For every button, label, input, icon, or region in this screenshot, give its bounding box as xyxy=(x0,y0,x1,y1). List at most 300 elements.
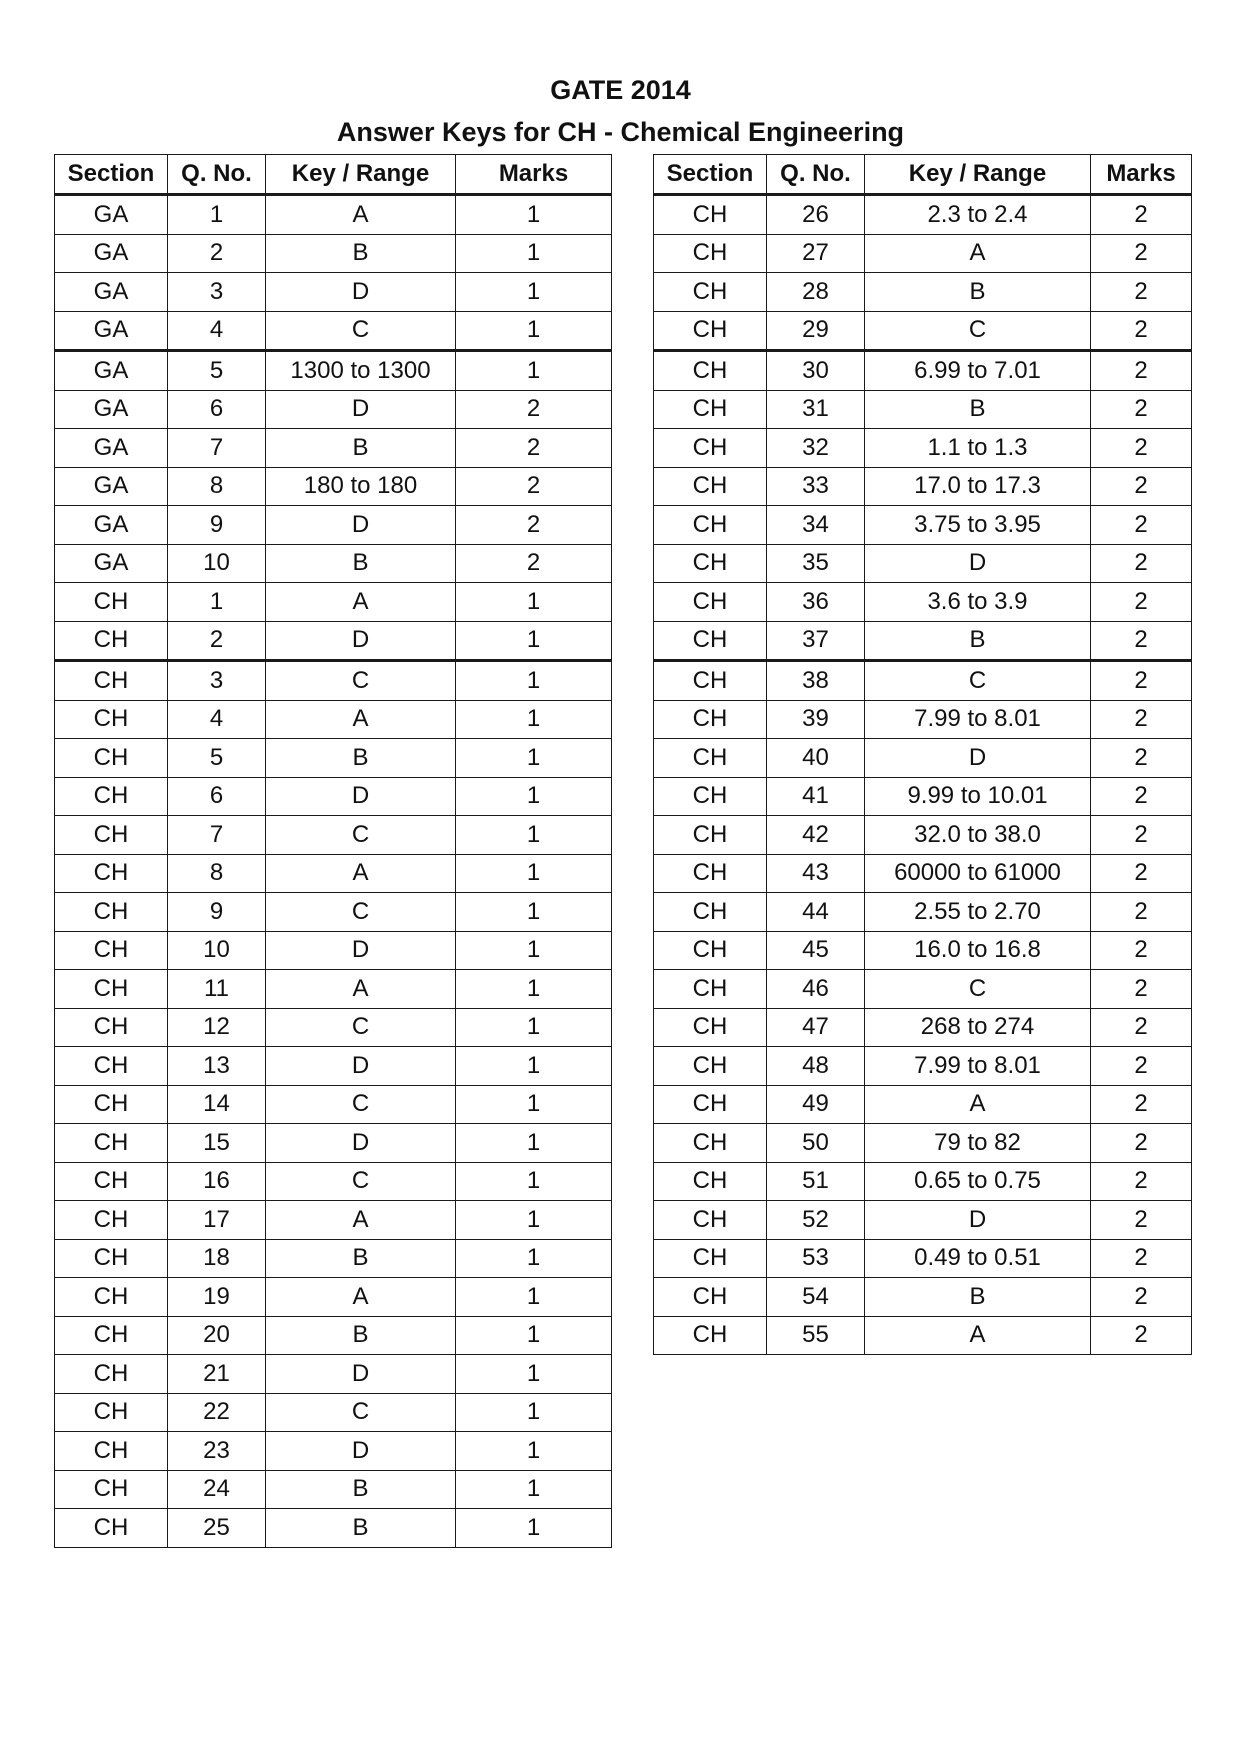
header-question-number: Q. No. xyxy=(168,155,266,195)
cell-section: GA xyxy=(55,311,168,351)
cell-marks: 2 xyxy=(1091,1124,1192,1163)
cell-key-range: D xyxy=(266,621,456,661)
header-question-number: Q. No. xyxy=(767,155,865,195)
cell-key-range: A xyxy=(266,1278,456,1317)
answer-key-table-left xyxy=(54,154,612,1548)
answer-key-table-right xyxy=(653,154,1192,1355)
cell-question-number: 1 xyxy=(168,195,266,235)
cell-marks: 1 xyxy=(456,1008,612,1047)
cell-key-range: A xyxy=(865,234,1091,273)
cell-marks: 1 xyxy=(456,195,612,235)
cell-section: CH xyxy=(55,1432,168,1471)
cell-section: CH xyxy=(654,1316,767,1355)
cell-key-range: B xyxy=(266,234,456,273)
cell-key-range: 32.0 to 38.0 xyxy=(865,816,1091,855)
cell-key-range: D xyxy=(266,1355,456,1394)
table-row xyxy=(55,1008,612,1047)
cell-marks: 1 xyxy=(456,1162,612,1201)
cell-marks: 2 xyxy=(1091,1239,1192,1278)
cell-section: CH xyxy=(654,467,767,506)
table-row xyxy=(654,816,1192,855)
table-row xyxy=(55,234,612,273)
cell-section: CH xyxy=(55,970,168,1009)
cell-question-number: 1 xyxy=(168,583,266,622)
cell-question-number: 23 xyxy=(168,1432,266,1471)
header-section: Section xyxy=(654,155,767,195)
cell-question-number: 27 xyxy=(767,234,865,273)
cell-section: GA xyxy=(55,273,168,312)
table-row xyxy=(55,583,612,622)
cell-marks: 2 xyxy=(1091,234,1192,273)
cell-key-range: 268 to 274 xyxy=(865,1008,1091,1047)
cell-key-range: 180 to 180 xyxy=(266,467,456,506)
table-row xyxy=(654,234,1192,273)
cell-section: CH xyxy=(55,583,168,622)
table-row xyxy=(55,893,612,932)
cell-key-range: 7.99 to 8.01 xyxy=(865,700,1091,739)
table-row xyxy=(55,970,612,1009)
cell-key-range: B xyxy=(865,273,1091,312)
cell-section: CH xyxy=(55,1201,168,1240)
cell-key-range: B xyxy=(266,429,456,468)
cell-key-range: D xyxy=(865,544,1091,583)
cell-marks: 2 xyxy=(1091,195,1192,235)
cell-question-number: 6 xyxy=(168,390,266,429)
header-key-range: Key / Range xyxy=(266,155,456,195)
cell-marks: 1 xyxy=(456,661,612,701)
cell-question-number: 36 xyxy=(767,583,865,622)
cell-marks: 2 xyxy=(1091,1316,1192,1355)
cell-marks: 1 xyxy=(456,816,612,855)
table-row xyxy=(654,311,1192,351)
table-row xyxy=(654,1278,1192,1317)
cell-section: CH xyxy=(654,931,767,970)
cell-marks: 2 xyxy=(1091,700,1192,739)
cell-key-range: D xyxy=(266,506,456,545)
table-row xyxy=(654,700,1192,739)
cell-section: CH xyxy=(654,621,767,661)
cell-marks: 1 xyxy=(456,273,612,312)
cell-question-number: 5 xyxy=(168,351,266,391)
cell-section: CH xyxy=(654,970,767,1009)
cell-key-range: C xyxy=(266,311,456,351)
cell-key-range: D xyxy=(266,1124,456,1163)
cell-question-number: 35 xyxy=(767,544,865,583)
cell-marks: 1 xyxy=(456,854,612,893)
cell-section: CH xyxy=(654,854,767,893)
table-row xyxy=(55,273,612,312)
cell-section: GA xyxy=(55,390,168,429)
cell-key-range: C xyxy=(266,1085,456,1124)
cell-marks: 2 xyxy=(1091,273,1192,312)
table-row xyxy=(55,661,612,701)
cell-section: CH xyxy=(654,739,767,778)
cell-marks: 1 xyxy=(456,351,612,391)
cell-section: CH xyxy=(55,854,168,893)
table-row xyxy=(654,1201,1192,1240)
cell-section: CH xyxy=(654,273,767,312)
cell-question-number: 2 xyxy=(168,234,266,273)
cell-key-range: B xyxy=(266,544,456,583)
cell-question-number: 53 xyxy=(767,1239,865,1278)
cell-key-range: B xyxy=(865,621,1091,661)
cell-section: GA xyxy=(55,351,168,391)
cell-section: CH xyxy=(654,506,767,545)
table-row xyxy=(55,1239,612,1278)
cell-question-number: 39 xyxy=(767,700,865,739)
header-key-range: Key / Range xyxy=(865,155,1091,195)
cell-question-number: 55 xyxy=(767,1316,865,1355)
table-row xyxy=(55,1509,612,1548)
cell-marks: 2 xyxy=(456,506,612,545)
cell-marks: 2 xyxy=(1091,506,1192,545)
cell-key-range: 6.99 to 7.01 xyxy=(865,351,1091,391)
cell-section: CH xyxy=(55,1278,168,1317)
cell-section: CH xyxy=(654,544,767,583)
cell-section: GA xyxy=(55,195,168,235)
cell-question-number: 4 xyxy=(168,700,266,739)
table-row xyxy=(654,1085,1192,1124)
cell-key-range: B xyxy=(266,739,456,778)
cell-marks: 1 xyxy=(456,1201,612,1240)
cell-question-number: 38 xyxy=(767,661,865,701)
table-row xyxy=(55,1355,612,1394)
cell-key-range: C xyxy=(266,1008,456,1047)
cell-section: CH xyxy=(55,661,168,701)
header-row xyxy=(654,155,1192,195)
table-row xyxy=(654,777,1192,816)
table-row xyxy=(654,739,1192,778)
cell-section: CH xyxy=(654,351,767,391)
cell-question-number: 46 xyxy=(767,970,865,1009)
cell-marks: 1 xyxy=(456,311,612,351)
table-row xyxy=(654,351,1192,391)
table-row xyxy=(55,1085,612,1124)
cell-marks: 1 xyxy=(456,1393,612,1432)
cell-marks: 1 xyxy=(456,1047,612,1086)
cell-key-range: B xyxy=(865,1278,1091,1317)
cell-question-number: 41 xyxy=(767,777,865,816)
cell-key-range: 1300 to 1300 xyxy=(266,351,456,391)
cell-question-number: 5 xyxy=(168,739,266,778)
table-row xyxy=(55,739,612,778)
cell-marks: 1 xyxy=(456,1470,612,1509)
cell-key-range: A xyxy=(266,1201,456,1240)
cell-question-number: 22 xyxy=(168,1393,266,1432)
table-row xyxy=(55,1316,612,1355)
cell-marks: 1 xyxy=(456,1278,612,1317)
cell-marks: 2 xyxy=(1091,621,1192,661)
cell-question-number: 31 xyxy=(767,390,865,429)
cell-section: CH xyxy=(55,931,168,970)
table-row xyxy=(55,467,612,506)
cell-question-number: 44 xyxy=(767,893,865,932)
cell-marks: 1 xyxy=(456,621,612,661)
cell-question-number: 3 xyxy=(168,661,266,701)
cell-question-number: 26 xyxy=(767,195,865,235)
table-row xyxy=(654,621,1192,661)
cell-section: CH xyxy=(55,1085,168,1124)
cell-question-number: 52 xyxy=(767,1201,865,1240)
cell-marks: 2 xyxy=(456,390,612,429)
table-row xyxy=(55,1201,612,1240)
cell-key-range: 2.3 to 2.4 xyxy=(865,195,1091,235)
cell-marks: 2 xyxy=(1091,429,1192,468)
cell-marks: 1 xyxy=(456,1239,612,1278)
cell-marks: 1 xyxy=(456,777,612,816)
table-row xyxy=(55,311,612,351)
cell-section: CH xyxy=(654,1085,767,1124)
header-section: Section xyxy=(55,155,168,195)
cell-section: GA xyxy=(55,467,168,506)
table-row xyxy=(654,583,1192,622)
cell-section: CH xyxy=(654,1278,767,1317)
table-row xyxy=(654,544,1192,583)
table-row xyxy=(654,1239,1192,1278)
cell-question-number: 30 xyxy=(767,351,865,391)
cell-question-number: 37 xyxy=(767,621,865,661)
table-row xyxy=(654,893,1192,932)
table-row xyxy=(654,429,1192,468)
page-title: GATE 2014 xyxy=(550,75,691,105)
table-row xyxy=(654,970,1192,1009)
cell-key-range: A xyxy=(266,970,456,1009)
cell-key-range: A xyxy=(266,583,456,622)
table-row xyxy=(55,1393,612,1432)
cell-section: CH xyxy=(55,1162,168,1201)
cell-marks: 1 xyxy=(456,1355,612,1394)
cell-marks: 2 xyxy=(1091,661,1192,701)
table-row xyxy=(654,467,1192,506)
cell-section: CH xyxy=(55,777,168,816)
cell-question-number: 10 xyxy=(168,931,266,970)
cell-section: CH xyxy=(654,195,767,235)
cell-key-range: D xyxy=(266,390,456,429)
cell-key-range: 3.75 to 3.95 xyxy=(865,506,1091,545)
cell-question-number: 8 xyxy=(168,854,266,893)
cell-key-range: C xyxy=(865,970,1091,1009)
cell-marks: 2 xyxy=(1091,893,1192,932)
cell-marks: 1 xyxy=(456,1085,612,1124)
cell-section: CH xyxy=(55,816,168,855)
cell-question-number: 2 xyxy=(168,621,266,661)
cell-marks: 1 xyxy=(456,1432,612,1471)
cell-section: CH xyxy=(654,700,767,739)
cell-question-number: 45 xyxy=(767,931,865,970)
cell-key-range: C xyxy=(266,816,456,855)
cell-key-range: B xyxy=(266,1239,456,1278)
cell-key-range: A xyxy=(266,700,456,739)
table-row xyxy=(654,1162,1192,1201)
page-subtitle: Answer Keys for CH - Chemical Engineering xyxy=(336,117,905,147)
cell-question-number: 11 xyxy=(168,970,266,1009)
cell-section: CH xyxy=(654,1162,767,1201)
cell-marks: 2 xyxy=(1091,311,1192,351)
cell-marks: 2 xyxy=(456,544,612,583)
cell-section: CH xyxy=(654,1124,767,1163)
cell-key-range: 0.49 to 0.51 xyxy=(865,1239,1091,1278)
cell-section: CH xyxy=(654,234,767,273)
table-row xyxy=(55,854,612,893)
cell-key-range: 16.0 to 16.8 xyxy=(865,931,1091,970)
cell-key-range: A xyxy=(865,1085,1091,1124)
cell-question-number: 13 xyxy=(168,1047,266,1086)
cell-question-number: 21 xyxy=(168,1355,266,1394)
cell-marks: 1 xyxy=(456,1316,612,1355)
cell-marks: 1 xyxy=(456,1124,612,1163)
cell-key-range: 1.1 to 1.3 xyxy=(865,429,1091,468)
cell-marks: 2 xyxy=(1091,816,1192,855)
cell-question-number: 42 xyxy=(767,816,865,855)
cell-question-number: 16 xyxy=(168,1162,266,1201)
table-row xyxy=(654,1124,1192,1163)
cell-key-range: 17.0 to 17.3 xyxy=(865,467,1091,506)
cell-section: CH xyxy=(654,777,767,816)
table-row xyxy=(654,390,1192,429)
cell-key-range: D xyxy=(266,1432,456,1471)
cell-key-range: C xyxy=(266,1162,456,1201)
cell-key-range: 60000 to 61000 xyxy=(865,854,1091,893)
table-row xyxy=(654,1008,1192,1047)
table-row xyxy=(55,195,612,235)
cell-section: CH xyxy=(654,1008,767,1047)
cell-section: CH xyxy=(654,429,767,468)
cell-section: CH xyxy=(654,816,767,855)
cell-section: CH xyxy=(55,700,168,739)
cell-question-number: 28 xyxy=(767,273,865,312)
table-row xyxy=(55,931,612,970)
cell-key-range: D xyxy=(865,739,1091,778)
table-row xyxy=(654,1047,1192,1086)
cell-key-range: A xyxy=(266,195,456,235)
table-row xyxy=(55,1470,612,1509)
table-row xyxy=(55,351,612,391)
cell-question-number: 12 xyxy=(168,1008,266,1047)
cell-marks: 2 xyxy=(1091,544,1192,583)
cell-marks: 2 xyxy=(1091,1085,1192,1124)
cell-section: CH xyxy=(55,1316,168,1355)
cell-marks: 1 xyxy=(456,893,612,932)
table-row xyxy=(654,854,1192,893)
cell-marks: 2 xyxy=(1091,1162,1192,1201)
table-row xyxy=(55,1162,612,1201)
cell-key-range: 7.99 to 8.01 xyxy=(865,1047,1091,1086)
table-row xyxy=(55,1124,612,1163)
cell-question-number: 40 xyxy=(767,739,865,778)
table-row xyxy=(654,506,1192,545)
cell-key-range: 3.6 to 3.9 xyxy=(865,583,1091,622)
table-row xyxy=(55,700,612,739)
table-row xyxy=(654,1316,1192,1355)
cell-section: CH xyxy=(654,1201,767,1240)
cell-question-number: 9 xyxy=(168,893,266,932)
cell-question-number: 8 xyxy=(168,467,266,506)
cell-section: GA xyxy=(55,506,168,545)
cell-key-range: B xyxy=(266,1316,456,1355)
cell-key-range: C xyxy=(266,1393,456,1432)
table-row xyxy=(55,390,612,429)
cell-question-number: 47 xyxy=(767,1008,865,1047)
cell-section: GA xyxy=(55,234,168,273)
cell-marks: 2 xyxy=(1091,583,1192,622)
cell-key-range: B xyxy=(266,1509,456,1548)
cell-question-number: 20 xyxy=(168,1316,266,1355)
cell-question-number: 54 xyxy=(767,1278,865,1317)
cell-marks: 1 xyxy=(456,700,612,739)
cell-question-number: 14 xyxy=(168,1085,266,1124)
cell-key-range: B xyxy=(865,390,1091,429)
header-marks: Marks xyxy=(1091,155,1192,195)
cell-question-number: 18 xyxy=(168,1239,266,1278)
cell-marks: 1 xyxy=(456,234,612,273)
cell-key-range: 2.55 to 2.70 xyxy=(865,893,1091,932)
cell-section: CH xyxy=(654,893,767,932)
cell-section: CH xyxy=(654,1239,767,1278)
cell-section: CH xyxy=(654,661,767,701)
header-marks: Marks xyxy=(456,155,612,195)
cell-marks: 2 xyxy=(456,467,612,506)
cell-section: CH xyxy=(55,1393,168,1432)
cell-marks: 2 xyxy=(1091,739,1192,778)
cell-section: CH xyxy=(654,311,767,351)
cell-section: CH xyxy=(55,1509,168,1548)
cell-question-number: 51 xyxy=(767,1162,865,1201)
cell-section: CH xyxy=(654,1047,767,1086)
cell-section: CH xyxy=(55,1239,168,1278)
cell-key-range: C xyxy=(266,661,456,701)
table-row xyxy=(55,816,612,855)
cell-section: CH xyxy=(55,1124,168,1163)
cell-marks: 2 xyxy=(1091,467,1192,506)
table-row xyxy=(654,195,1192,235)
cell-key-range: 9.99 to 10.01 xyxy=(865,777,1091,816)
table-row xyxy=(654,661,1192,701)
cell-marks: 2 xyxy=(456,429,612,468)
header-row xyxy=(55,155,612,195)
table-row xyxy=(55,1278,612,1317)
cell-key-range: 0.65 to 0.75 xyxy=(865,1162,1091,1201)
cell-section: CH xyxy=(55,1047,168,1086)
cell-key-range: C xyxy=(865,661,1091,701)
cell-section: GA xyxy=(55,544,168,583)
cell-question-number: 19 xyxy=(168,1278,266,1317)
cell-marks: 2 xyxy=(1091,1047,1192,1086)
cell-question-number: 7 xyxy=(168,816,266,855)
table-row xyxy=(55,1432,612,1471)
cell-marks: 2 xyxy=(1091,390,1192,429)
cell-key-range: B xyxy=(266,1470,456,1509)
cell-question-number: 6 xyxy=(168,777,266,816)
cell-key-range: A xyxy=(266,854,456,893)
cell-marks: 2 xyxy=(1091,1008,1192,1047)
cell-marks: 2 xyxy=(1091,777,1192,816)
table-row xyxy=(654,273,1192,312)
cell-question-number: 25 xyxy=(168,1509,266,1548)
cell-marks: 2 xyxy=(1091,1278,1192,1317)
cell-question-number: 32 xyxy=(767,429,865,468)
cell-key-range: A xyxy=(865,1316,1091,1355)
cell-question-number: 3 xyxy=(168,273,266,312)
cell-marks: 2 xyxy=(1091,854,1192,893)
cell-marks: 1 xyxy=(456,739,612,778)
cell-marks: 1 xyxy=(456,970,612,1009)
cell-section: CH xyxy=(55,1355,168,1394)
cell-marks: 1 xyxy=(456,931,612,970)
table-row xyxy=(55,544,612,583)
cell-section: CH xyxy=(55,1008,168,1047)
cell-marks: 2 xyxy=(1091,970,1192,1009)
cell-question-number: 34 xyxy=(767,506,865,545)
